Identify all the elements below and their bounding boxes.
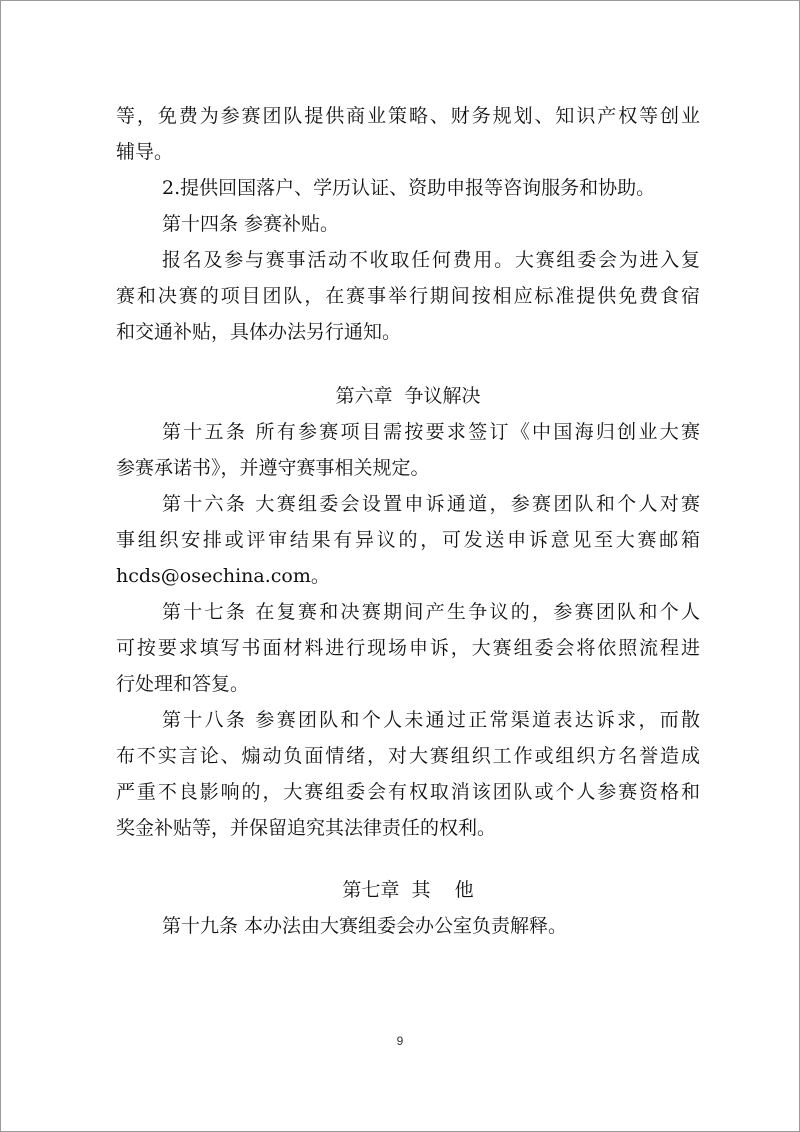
text-line: 可按要求填写书面材料进行现场申诉，大赛组委会将依照流程进 [116, 637, 700, 659]
article-line: 第十六条 大赛组委会设置申诉通道，参赛团队和个人对赛 [162, 493, 700, 515]
text-line: 布不实言论、煽动负面情绪，对大赛组织工作或组织方名誉造成 [116, 745, 700, 767]
article-line: 第十八条 参赛团队和个人未通过正常渠道表达诉求，而散 [162, 709, 700, 731]
text-line: 报名及参与赛事活动不收取任何费用。大赛组委会为进入复 [162, 249, 700, 271]
text-line: 辅导。 [116, 141, 174, 163]
page-number: 9 [396, 1034, 404, 1048]
text-line: 和交通补贴，具体办法另行通知。 [116, 321, 402, 343]
article-line: 第十九条 本办法由大赛组委会办公室负责解释。 [162, 915, 568, 937]
article-heading: 第十四条 参赛补贴。 [162, 213, 340, 235]
text-line: 严重不良影响的，大赛组委会有权取消该团队或个人参赛资格和 [116, 781, 700, 803]
chapter-heading: 第六章 争议解决 [335, 385, 481, 407]
text-line: 事组织安排或评审结果有异议的，可发送申诉意见至大赛邮箱 [116, 529, 700, 551]
chapter-heading: 第七章 其 他 [342, 879, 474, 901]
text-line: 等，免费为参赛团队提供商业策略、财务规划、知识产权等创业 [116, 105, 700, 127]
text-line: 参赛承诺书》，并遵守赛事相关规定。 [116, 457, 430, 479]
article-line: 第十五条 所有参赛项目需按要求签订《中国海归创业大赛 [162, 421, 700, 443]
text-line: 2.提供回国落户、学历认证、资助申报等咨询服务和协助。 [162, 177, 656, 199]
text-line: 赛和决赛的项目团队，在赛事举行期间按相应标准提供免费食宿 [116, 285, 700, 307]
text-line: 奖金补贴等，并保留追究其法律责任的权利。 [116, 817, 497, 839]
text-line: 行处理和答复。 [116, 673, 250, 695]
article-line: 第十七条 在复赛和决赛期间产生争议的，参赛团队和个人 [162, 601, 700, 623]
email-text: hcds@osechina.com。 [116, 565, 330, 587]
